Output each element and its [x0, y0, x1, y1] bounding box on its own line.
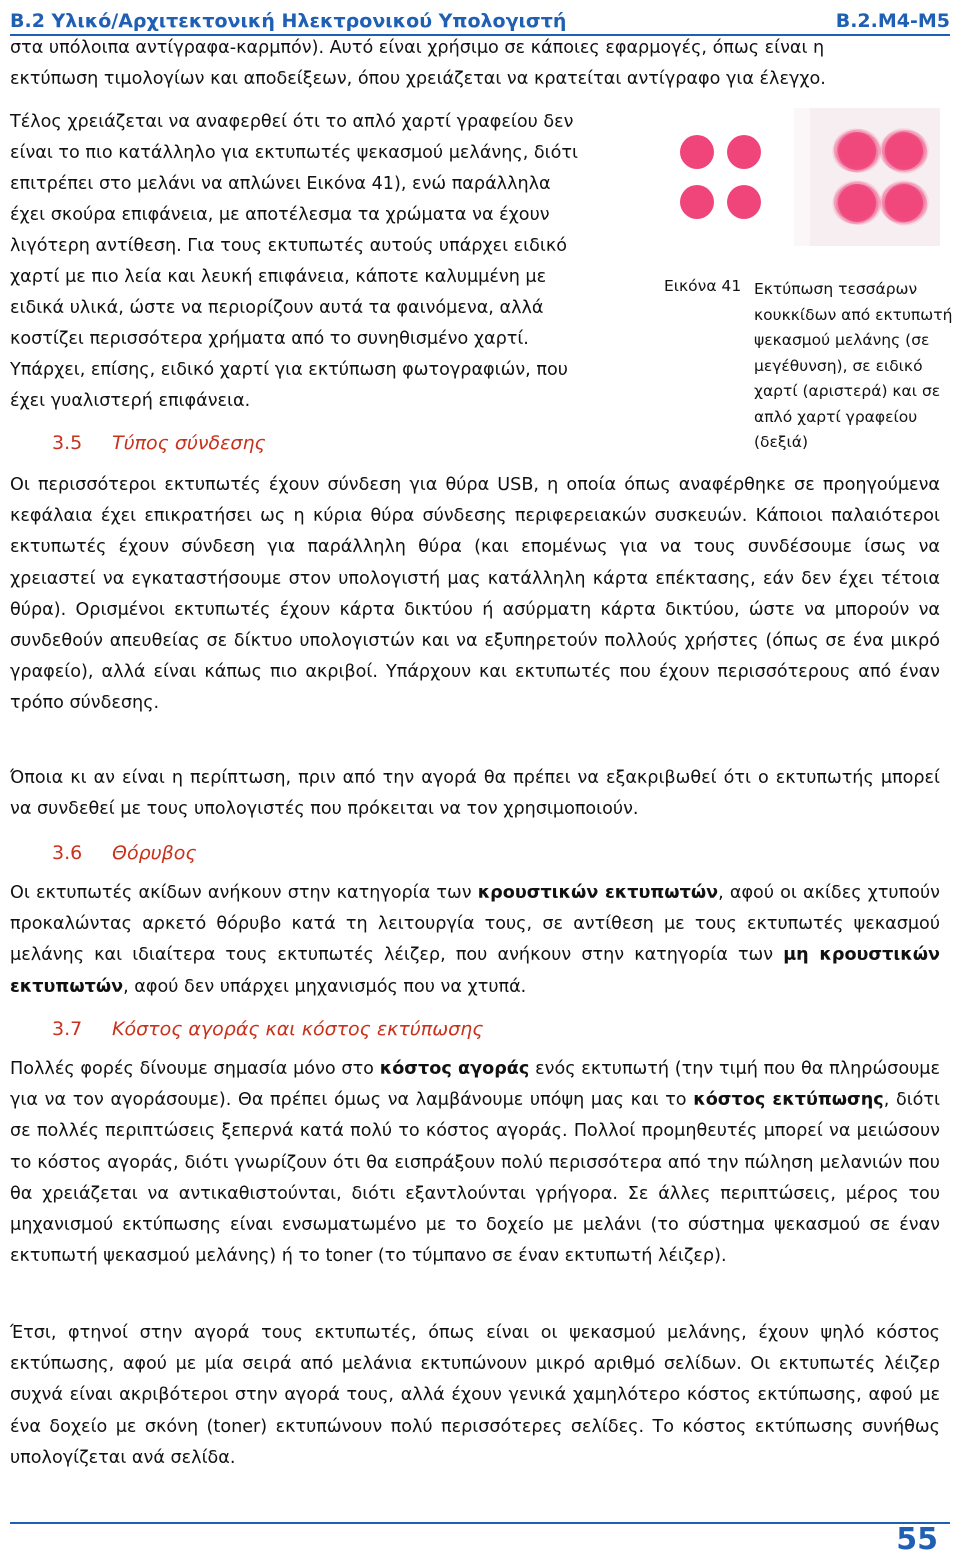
section-number: 3.5	[52, 432, 83, 454]
text-run: , διότι σε πολλές περιπτώσεις ξεπερνά κατά πολύ το κόστος αγοράς. Πολλοί προμηθευτές μπορεί να μειώσουν το κόστος αγοράς, διότι γνωρίζουν ότι θα εισπράξουν πολύ περισσότερα από την πώληση μελανιών που θα χρειάζεται να αντικαθιστούνται, διότι εξαντλούνται γρήγορα. Σε άλλες περιπτώσεις, μέρος του μηχανισμού εκτύπωσης είναι ενσωματωμένο με το δοχείο με μελάνι (το σύστημα ψεκασμού σε έναν εκτυπωτή ψεκασμού μελάνης) ή το toner (το τύμπανο σε έναν εκτυπωτή λέιζερ).	[10, 1090, 940, 1267]
paper-line: χαρτί με πιο λεία και λευκή επιφάνεια, κάποτε καλυμμένη με	[10, 267, 547, 287]
text-run: Πολλές φορές δίνουμε σημασία μόνο στο	[10, 1059, 380, 1079]
paper-line: επιτρέπει στο μελάνι να απλώνει Εικόνα 41), ενώ παράλληλα	[10, 174, 551, 194]
page-header	[10, 2, 950, 36]
text-run: , αφού δεν υπάρχει μηχανισμός που να χτυπά.	[123, 976, 527, 997]
plain-paper-area	[810, 108, 940, 246]
noise-paragraph	[10, 878, 940, 1003]
section-title: Θόρυβος	[112, 842, 197, 864]
section-heading-3-5	[52, 428, 266, 459]
page-number: 55	[896, 1522, 938, 1557]
spread-ink-dot	[832, 128, 881, 173]
ink-dot	[727, 185, 761, 219]
special-paper-area	[664, 108, 794, 246]
intro-line-2: εκτύπωση τιμολογίων και αποδείξεων, όπου χρειάζεται να κρατείται αντίγραφο για έλεγχο.	[10, 69, 826, 89]
section-title: Τύπος σύνδεσης	[112, 432, 266, 454]
paper-line: Τέλος χρειάζεται να αναφερθεί ότι το απλό χαρτί γραφείου δεν	[10, 112, 574, 132]
cost-paragraph	[10, 1054, 940, 1272]
connection-paragraph-2: Όποια κι αν είναι η περίπτωση, πριν από την αγορά θα πρέπει να εξακριβωθεί ότι ο εκτυπωτής μπορεί να συνδεθεί με τους υπολογιστές που πρόκειται να τον χρησιμοποιούν.	[10, 768, 940, 820]
connection-paragraph: Οι περισσότεροι εκτυπωτές έχουν σύνδεση για θύρα USB, η οποία όπως αναφέρθηκε σε προηγούμενα κεφάλαια έχει επικρατήσει ως η κύρια θύρα σύνδεσης περιφερειακών συσκευών. Κάποιοι παλαιότεροι εκτυπωτές έχουν σύνδεση για παράλληλη θύρα (και επομένως για να τους συνδέσουμε ίσως να χρειαστεί να εγκαταστήσουμε στον υπολογιστή μας κατάλληλη κάρτα επέκτασης, εάν δεν έχει τέτοια θύρα). Ορισμένοι εκτυπωτές έχουν κάρτα δικτύου ή ασύρματη κάρτα δικτύου, ώστε να μπορούν να συνδεθούν απευθείας σε δίκτυο υπολογιστών και να εξυπηρετούν πολλούς χρήστες (όπως σε ένα μικρό γραφείο), αλλά είναι κάπως πιο ακριβοί. Υπάρχουν και εκτυπωτές που έχουν περισσότερους από έναν τρόπο σύνδεσης.	[10, 475, 940, 714]
figure-caption: Εκτύπωση τεσσάρων κουκκίδων από εκτυπωτή ψεκασμού μελάνης (σε μεγέθυνση), σε ειδικό χαρτί (αριστερά) και σε απλό χαρτί γραφείου (δεξιά)	[754, 280, 953, 451]
section-title: Κόστος αγοράς και κόστος εκτύπωσης	[112, 1018, 484, 1040]
ink-dot	[727, 135, 761, 169]
spread-ink-dot	[832, 180, 881, 225]
footer-rule	[10, 1522, 950, 1524]
paper-line: κοστίζει περισσότερα χρήματα από το συνηθισμένο χαρτί.	[10, 329, 529, 349]
paper-line: λιγότερη αντίθεση. Για τους εκτυπωτές αυτούς υπάρχει ειδικό	[10, 236, 567, 256]
section-number: 3.7	[52, 1018, 83, 1040]
cost-paragraph-2: Έτσι, φτηνοί στην αγορά τους εκτυπωτές, όπως είναι οι ψεκασμού μελάνης, έχουν ψηλό κόστος εκτύπωσης, αφού με μία σειρά από μελάνια εκτυπώνουν μικρό αριθμό σελίδων. Οι εκτυπωτές λέιζερ συχνά είναι ακριβότεροι στην αγορά τους, αλλά έχουν γενικά χαμηλότερο κόστος εκτύπωσης, αφού με ένα δοχείο με σκόνη (toner) εκτυπώνουν πολύ περισσότερες σελίδες. Το κόστος εκτύπωσης συνήθως υπολογίζεται ανά σελίδα.	[10, 1323, 940, 1468]
term-printing-cost: κόστος εκτύπωσης	[693, 1090, 884, 1111]
figure-label: Εικόνα 41	[664, 277, 742, 295]
ink-dots-image	[664, 108, 940, 246]
section-number: 3.6	[52, 842, 83, 864]
section-heading-3-6	[52, 838, 197, 869]
ink-dot	[680, 185, 714, 219]
section-heading-3-7	[52, 1014, 483, 1045]
header-chapter-title: Β.2 Υλικό/Αρχιτεκτονική Ηλεκτρονικού Υπολογιστή	[10, 10, 567, 32]
term-impact-printers: κρουστικών εκτυπωτών	[477, 883, 719, 903]
paper-line: έχει σκούρα επιφάνεια, με αποτέλεσμα τα χρώματα να έχουν	[10, 205, 550, 225]
text-run: , αφού οι ακίδες χτυπούν προκαλώντας αρκετό θόρυβο κατά τη λειτουργία τους, σε αντίθεση με τους εκτυπωτές ψεκασμού μελάνης και ιδιαίτερα τους εκτυπωτές λέιζερ, που ανήκουν στην κατηγορία των	[10, 883, 940, 966]
term-non-impact-printers: μη κρουστικών εκτυπωτών	[10, 945, 940, 997]
term-purchase-cost: κόστος αγοράς	[379, 1059, 530, 1079]
paper-line: ειδικά υλικά, ώστε να περιορίζουν αυτά τα φαινόμενα, αλλά	[10, 298, 544, 318]
text-run: Οι εκτυπωτές ακίδων ανήκουν στην κατηγορία των	[10, 883, 478, 903]
ink-dot	[680, 135, 714, 169]
paper-line: Υπάρχει, επίσης, ειδικό χαρτί για εκτύπωση φωτογραφιών, που	[10, 360, 568, 380]
paper-line: έχει γυαλιστερή επιφάνεια.	[10, 391, 251, 411]
header-module-code: Β.2.Μ4-Μ5	[835, 10, 950, 32]
text-run: ενός εκτυπωτή (την τιμή που θα πληρώσουμε για να τον αγοράσουμε). Θα πρέπει όμως να λαμβάνουμε υπόψη μας και το	[10, 1059, 940, 1111]
paper-line: είναι το πιο κατάλληλο για εκτυπωτές ψεκασμού μελάνης, διότι	[10, 143, 578, 163]
ink-dots-figure	[664, 108, 940, 246]
intro-line-1: στα υπόλοιπα αντίγραφα-καρμπόν). Αυτό είναι χρήσιμο σε κάποιες εφαρμογές, όπως είναι η	[10, 38, 825, 58]
